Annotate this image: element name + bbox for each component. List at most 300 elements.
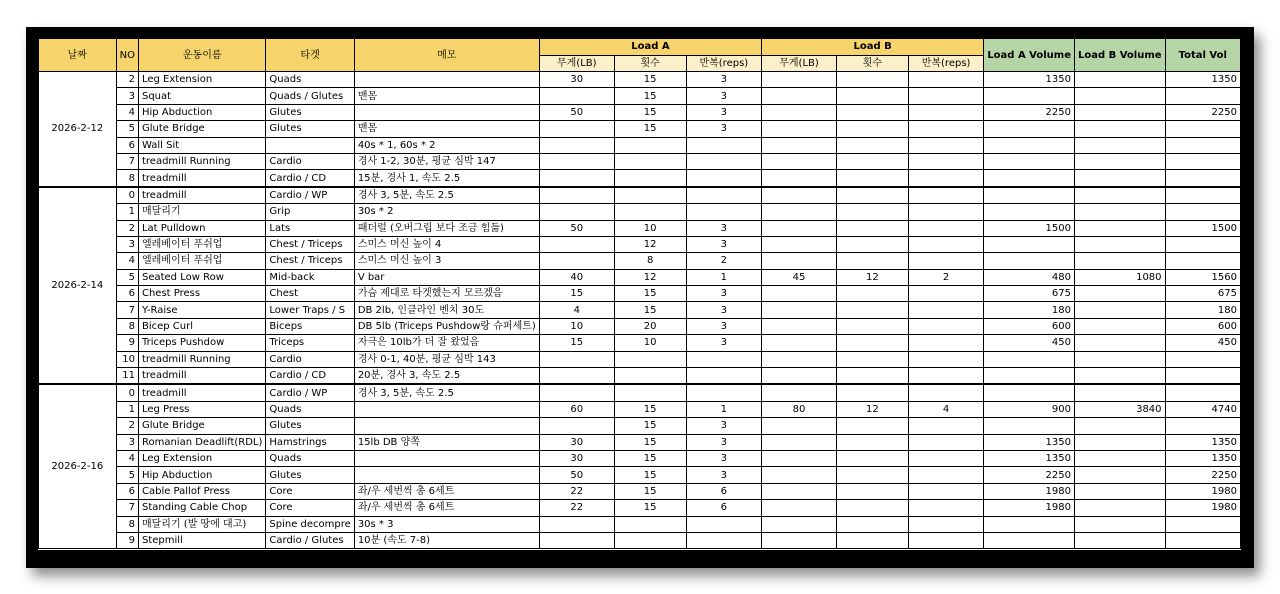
cell-load-b-weight[interactable] [762,220,837,236]
cell-no[interactable]: 8 [116,318,138,334]
header-load-a-reps[interactable]: 반복(reps) [686,55,761,72]
cell-no[interactable]: 6 [116,286,138,302]
cell-load-a-weight[interactable] [539,187,614,204]
cell-load-a-volume[interactable] [984,170,1075,187]
header-date[interactable]: 날짜 [39,39,117,72]
cell-load-b-weight[interactable] [762,434,837,450]
cell-load-b-volume[interactable] [1074,104,1165,120]
cell-load-b-sets[interactable] [836,384,908,401]
cell-no[interactable]: 0 [116,187,138,204]
cell-load-b-volume[interactable] [1074,434,1165,450]
cell-exercise[interactable]: Glute Bridge [138,418,265,434]
cell-load-a-sets[interactable] [614,153,686,169]
cell-total-vol[interactable]: 1560 [1165,269,1240,285]
cell-load-b-sets[interactable] [836,434,908,450]
cell-load-b-sets[interactable] [836,418,908,434]
cell-memo[interactable]: 자극은 10lb가 더 잘 왔었음 [354,335,539,351]
cell-exercise[interactable]: 매달리기 [138,204,265,220]
cell-load-a-sets[interactable]: 12 [614,236,686,252]
cell-load-a-volume[interactable] [984,253,1075,269]
cell-load-a-sets[interactable] [614,187,686,204]
cell-no[interactable]: 9 [116,532,138,548]
cell-load-a-weight[interactable] [539,121,614,137]
cell-load-a-sets[interactable]: 15 [614,72,686,88]
cell-exercise[interactable]: Chest Press [138,286,265,302]
cell-load-a-reps[interactable]: 3 [686,335,761,351]
cell-load-b-sets[interactable] [836,335,908,351]
cell-load-b-sets[interactable] [836,137,908,153]
cell-load-a-volume[interactable] [984,368,1075,385]
cell-load-b-weight[interactable] [762,384,837,401]
cell-date[interactable]: 2026-2-14 [39,187,117,385]
cell-load-a-weight[interactable]: 50 [539,220,614,236]
cell-total-vol[interactable]: 2250 [1165,104,1240,120]
cell-load-a-weight[interactable] [539,516,614,532]
cell-load-a-weight[interactable] [539,236,614,252]
cell-load-b-reps[interactable] [908,88,983,104]
cell-no[interactable]: 4 [116,253,138,269]
cell-load-a-volume[interactable]: 1350 [984,450,1075,466]
cell-total-vol[interactable] [1165,384,1240,401]
cell-load-b-volume[interactable] [1074,516,1165,532]
cell-load-b-sets[interactable] [836,72,908,88]
cell-memo[interactable] [354,72,539,88]
cell-load-a-weight[interactable] [539,532,614,548]
cell-target[interactable]: Lats [266,220,354,236]
cell-no[interactable]: 6 [116,483,138,499]
cell-load-b-reps[interactable] [908,532,983,548]
header-load-a[interactable]: Load A [539,39,761,56]
cell-load-a-sets[interactable] [614,170,686,187]
cell-load-b-volume[interactable] [1074,236,1165,252]
cell-total-vol[interactable] [1165,204,1240,220]
cell-load-a-reps[interactable]: 3 [686,286,761,302]
cell-load-a-weight[interactable] [539,351,614,367]
cell-load-a-weight[interactable]: 22 [539,500,614,516]
cell-load-b-volume[interactable] [1074,384,1165,401]
cell-load-b-reps[interactable] [908,368,983,385]
cell-load-b-volume[interactable] [1074,170,1165,187]
cell-target[interactable]: Quads [266,401,354,417]
cell-load-a-volume[interactable] [984,204,1075,220]
cell-load-b-weight[interactable] [762,368,837,385]
cell-load-a-volume[interactable] [984,121,1075,137]
cell-memo[interactable]: 맨몸 [354,88,539,104]
cell-load-b-reps[interactable] [908,204,983,220]
cell-load-b-reps[interactable] [908,434,983,450]
cell-target[interactable]: Cardio / CD [266,368,354,385]
cell-load-a-weight[interactable]: 22 [539,483,614,499]
cell-memo[interactable]: 경사 3, 5분, 속도 2.5 [354,187,539,204]
cell-exercise[interactable]: Bicep Curl [138,318,265,334]
cell-load-b-sets[interactable] [836,450,908,466]
cell-load-b-reps[interactable] [908,500,983,516]
cell-load-b-reps[interactable] [908,351,983,367]
cell-date[interactable]: 2026-2-12 [39,72,117,187]
cell-no[interactable]: 11 [116,368,138,385]
cell-load-b-volume[interactable] [1074,121,1165,137]
cell-load-a-volume[interactable] [984,137,1075,153]
cell-load-b-volume[interactable]: 1080 [1074,269,1165,285]
cell-memo[interactable]: 10분 (속도 7-8) [354,532,539,548]
cell-total-vol[interactable] [1165,418,1240,434]
cell-load-b-volume[interactable] [1074,187,1165,204]
cell-load-b-volume[interactable] [1074,88,1165,104]
cell-load-b-reps[interactable] [908,170,983,187]
header-memo[interactable]: 메모 [354,39,539,72]
cell-exercise[interactable]: treadmill [138,384,265,401]
cell-load-b-volume[interactable] [1074,318,1165,334]
cell-target[interactable]: Glutes [266,467,354,483]
cell-load-b-volume[interactable] [1074,153,1165,169]
cell-load-b-volume[interactable] [1074,220,1165,236]
cell-load-a-sets[interactable]: 15 [614,450,686,466]
cell-target[interactable] [266,137,354,153]
cell-load-a-sets[interactable]: 10 [614,335,686,351]
cell-load-b-sets[interactable] [836,483,908,499]
cell-memo[interactable]: V bar [354,269,539,285]
header-total-vol[interactable]: Total Vol [1165,39,1240,72]
cell-load-a-volume[interactable] [984,236,1075,252]
cell-target[interactable]: Glutes [266,418,354,434]
cell-load-a-volume[interactable] [984,187,1075,204]
cell-load-a-reps[interactable] [686,170,761,187]
cell-load-a-reps[interactable] [686,137,761,153]
cell-load-b-sets[interactable] [836,318,908,334]
cell-load-a-volume[interactable] [984,516,1075,532]
cell-load-a-volume[interactable]: 180 [984,302,1075,318]
cell-load-a-volume[interactable]: 675 [984,286,1075,302]
cell-load-b-reps[interactable] [908,467,983,483]
cell-load-b-weight[interactable] [762,351,837,367]
cell-load-b-reps[interactable] [908,121,983,137]
cell-load-b-weight[interactable] [762,318,837,334]
cell-exercise[interactable]: treadmill Running [138,153,265,169]
cell-target[interactable]: Spine decompre [266,516,354,532]
cell-load-a-weight[interactable] [539,170,614,187]
cell-load-a-sets[interactable] [614,532,686,548]
cell-load-b-weight[interactable] [762,302,837,318]
cell-load-a-reps[interactable] [686,204,761,220]
cell-no[interactable]: 2 [116,220,138,236]
cell-load-a-reps[interactable] [686,187,761,204]
cell-load-a-sets[interactable] [614,137,686,153]
cell-target[interactable]: Chest [266,286,354,302]
cell-load-b-volume[interactable] [1074,450,1165,466]
cell-memo[interactable]: 15분, 경사 1, 속도 2.5 [354,170,539,187]
cell-target[interactable]: Triceps [266,335,354,351]
cell-load-a-volume[interactable]: 1500 [984,220,1075,236]
cell-load-b-sets[interactable]: 12 [836,401,908,417]
cell-exercise[interactable]: Wall Sit [138,137,265,153]
cell-memo[interactable]: 경사 3, 5분, 속도 2.5 [354,384,539,401]
cell-load-a-sets[interactable] [614,351,686,367]
cell-load-b-volume[interactable] [1074,532,1165,548]
cell-exercise[interactable]: Leg Extension [138,450,265,466]
cell-load-a-reps[interactable] [686,351,761,367]
cell-no[interactable]: 3 [116,434,138,450]
cell-load-a-reps[interactable]: 3 [686,318,761,334]
cell-load-a-volume[interactable]: 450 [984,335,1075,351]
cell-load-b-sets[interactable] [836,302,908,318]
cell-total-vol[interactable] [1165,153,1240,169]
cell-load-b-reps[interactable] [908,384,983,401]
cell-target[interactable]: Cardio [266,351,354,367]
cell-load-a-sets[interactable]: 15 [614,401,686,417]
cell-load-b-reps[interactable] [908,236,983,252]
header-load-b-volume[interactable]: Load B Volume [1074,39,1165,72]
cell-memo[interactable]: 좌/우 세번씩 총 6세트 [354,483,539,499]
cell-load-a-reps[interactable]: 3 [686,88,761,104]
cell-load-b-sets[interactable] [836,104,908,120]
cell-load-a-weight[interactable] [539,418,614,434]
cell-total-vol[interactable]: 1980 [1165,483,1240,499]
cell-load-b-weight[interactable] [762,532,837,548]
cell-load-a-weight[interactable] [539,88,614,104]
cell-exercise[interactable]: Y-Raise [138,302,265,318]
cell-exercise[interactable]: Squat [138,88,265,104]
cell-no[interactable]: 5 [116,467,138,483]
cell-load-b-volume[interactable] [1074,483,1165,499]
cell-exercise[interactable]: Hip Abduction [138,467,265,483]
cell-load-a-weight[interactable]: 60 [539,401,614,417]
cell-load-a-reps[interactable]: 3 [686,104,761,120]
cell-total-vol[interactable]: 4740 [1165,401,1240,417]
cell-load-a-reps[interactable] [686,384,761,401]
cell-load-b-sets[interactable] [836,236,908,252]
cell-load-a-volume[interactable] [984,88,1075,104]
cell-total-vol[interactable]: 1980 [1165,500,1240,516]
cell-target[interactable]: Mid-back [266,269,354,285]
cell-total-vol[interactable] [1165,121,1240,137]
cell-load-b-weight[interactable] [762,253,837,269]
cell-load-a-weight[interactable]: 50 [539,467,614,483]
cell-load-a-weight[interactable] [539,137,614,153]
cell-load-b-volume[interactable] [1074,351,1165,367]
cell-exercise[interactable]: Romanian Deadlift(RDL) [138,434,265,450]
cell-memo[interactable]: 가슴 제대로 타겟했는지 모르겠음 [354,286,539,302]
cell-load-a-reps[interactable]: 6 [686,500,761,516]
cell-total-vol[interactable] [1165,516,1240,532]
cell-target[interactable]: Quads [266,72,354,88]
cell-memo[interactable] [354,401,539,417]
cell-load-a-volume[interactable] [984,532,1075,548]
cell-load-a-reps[interactable]: 3 [686,302,761,318]
cell-load-b-sets[interactable] [836,500,908,516]
cell-total-vol[interactable]: 675 [1165,286,1240,302]
cell-load-b-weight[interactable] [762,483,837,499]
cell-load-a-volume[interactable]: 2250 [984,467,1075,483]
cell-total-vol[interactable]: 1350 [1165,72,1240,88]
cell-load-a-sets[interactable]: 12 [614,269,686,285]
cell-exercise[interactable]: 매달리기 (발 땅에 대고) [138,516,265,532]
cell-exercise[interactable]: Leg Extension [138,72,265,88]
cell-load-a-volume[interactable]: 600 [984,318,1075,334]
cell-load-a-reps[interactable] [686,532,761,548]
cell-load-b-reps[interactable] [908,418,983,434]
cell-no[interactable]: 1 [116,401,138,417]
cell-load-b-weight[interactable] [762,450,837,466]
cell-load-a-reps[interactable] [686,368,761,385]
cell-load-b-reps[interactable] [908,450,983,466]
cell-no[interactable]: 0 [116,384,138,401]
cell-memo[interactable]: 스미스 머신 높이 4 [354,236,539,252]
cell-load-b-volume[interactable] [1074,368,1165,385]
cell-load-b-sets[interactable] [836,253,908,269]
cell-load-b-volume[interactable] [1074,253,1165,269]
header-target[interactable]: 타겟 [266,39,354,72]
cell-load-b-weight[interactable] [762,418,837,434]
cell-load-b-reps[interactable] [908,104,983,120]
cell-no[interactable]: 7 [116,302,138,318]
cell-target[interactable]: Hamstrings [266,434,354,450]
cell-load-b-reps[interactable]: 4 [908,401,983,417]
cell-load-a-volume[interactable]: 1980 [984,483,1075,499]
cell-exercise[interactable]: treadmill [138,187,265,204]
cell-target[interactable]: Cardio [266,153,354,169]
cell-exercise[interactable]: Hip Abduction [138,104,265,120]
cell-no[interactable]: 9 [116,335,138,351]
cell-load-a-weight[interactable] [539,384,614,401]
cell-load-a-volume[interactable]: 2250 [984,104,1075,120]
cell-load-b-weight[interactable]: 80 [762,401,837,417]
cell-load-b-weight[interactable] [762,236,837,252]
cell-load-a-reps[interactable]: 6 [686,483,761,499]
cell-load-b-sets[interactable] [836,88,908,104]
cell-load-a-volume[interactable]: 480 [984,269,1075,285]
cell-memo[interactable]: 30s * 2 [354,204,539,220]
cell-load-a-reps[interactable]: 3 [686,220,761,236]
cell-target[interactable]: Lower Traps / S [266,302,354,318]
cell-total-vol[interactable]: 180 [1165,302,1240,318]
cell-load-a-volume[interactable] [984,153,1075,169]
cell-load-a-volume[interactable] [984,384,1075,401]
cell-exercise[interactable]: Triceps Pushdow [138,335,265,351]
cell-load-a-weight[interactable]: 50 [539,104,614,120]
cell-load-b-sets[interactable] [836,516,908,532]
cell-target[interactable]: Quads [266,450,354,466]
cell-total-vol[interactable] [1165,253,1240,269]
cell-memo[interactable]: 맨몸 [354,121,539,137]
cell-load-a-reps[interactable]: 2 [686,253,761,269]
cell-memo[interactable]: 경사 0-1, 40분, 평균 심박 143 [354,351,539,367]
cell-load-b-sets[interactable]: 12 [836,269,908,285]
cell-load-a-volume[interactable]: 900 [984,401,1075,417]
cell-load-b-volume[interactable] [1074,500,1165,516]
cell-load-a-weight[interactable]: 4 [539,302,614,318]
cell-load-a-reps[interactable]: 3 [686,450,761,466]
cell-no[interactable]: 5 [116,269,138,285]
cell-load-b-weight[interactable] [762,516,837,532]
cell-load-a-volume[interactable] [984,351,1075,367]
cell-load-b-sets[interactable] [836,121,908,137]
cell-load-a-volume[interactable]: 1350 [984,434,1075,450]
cell-exercise[interactable]: 엘레베이터 푸쉬업 [138,236,265,252]
cell-no[interactable]: 5 [116,121,138,137]
cell-load-a-sets[interactable]: 15 [614,121,686,137]
cell-load-b-reps[interactable] [908,483,983,499]
cell-total-vol[interactable]: 1350 [1165,434,1240,450]
cell-load-b-volume[interactable] [1074,286,1165,302]
cell-total-vol[interactable]: 450 [1165,335,1240,351]
cell-load-a-sets[interactable]: 15 [614,88,686,104]
cell-load-b-volume[interactable] [1074,72,1165,88]
cell-load-a-weight[interactable]: 40 [539,269,614,285]
cell-load-b-volume[interactable] [1074,302,1165,318]
cell-no[interactable]: 8 [116,516,138,532]
cell-total-vol[interactable] [1165,532,1240,548]
cell-load-a-reps[interactable]: 3 [686,121,761,137]
cell-target[interactable]: Core [266,483,354,499]
cell-no[interactable]: 7 [116,500,138,516]
cell-target[interactable]: Core [266,500,354,516]
cell-load-b-sets[interactable] [836,351,908,367]
cell-load-a-volume[interactable] [984,418,1075,434]
cell-load-a-weight[interactable] [539,253,614,269]
cell-load-b-sets[interactable] [836,187,908,204]
cell-load-a-volume[interactable]: 1980 [984,500,1075,516]
cell-load-a-reps[interactable]: 3 [686,418,761,434]
header-load-b[interactable]: Load B [762,39,984,56]
cell-load-a-weight[interactable]: 30 [539,434,614,450]
cell-load-a-weight[interactable]: 15 [539,335,614,351]
cell-memo[interactable]: 좌/우 세번씩 총 6세트 [354,500,539,516]
cell-memo[interactable]: DB 2lb, 인클라인 벤치 30도 [354,302,539,318]
cell-load-b-volume[interactable] [1074,418,1165,434]
cell-no[interactable]: 2 [116,418,138,434]
cell-load-a-weight[interactable]: 30 [539,450,614,466]
cell-load-a-sets[interactable] [614,368,686,385]
cell-total-vol[interactable] [1165,368,1240,385]
cell-exercise[interactable]: Cable Pallof Press [138,483,265,499]
cell-load-b-weight[interactable] [762,72,837,88]
cell-load-b-reps[interactable] [908,286,983,302]
cell-load-b-volume[interactable]: 3840 [1074,401,1165,417]
cell-memo[interactable]: 15lb DB 양쪽 [354,434,539,450]
cell-load-a-sets[interactable]: 15 [614,104,686,120]
cell-target[interactable]: Cardio / WP [266,384,354,401]
cell-load-a-reps[interactable]: 1 [686,269,761,285]
cell-target[interactable]: Cardio / CD [266,170,354,187]
cell-total-vol[interactable] [1165,187,1240,204]
header-load-a-sets[interactable]: 횟수 [614,55,686,72]
cell-load-b-weight[interactable] [762,153,837,169]
cell-total-vol[interactable]: 2250 [1165,467,1240,483]
cell-load-b-reps[interactable] [908,516,983,532]
cell-no[interactable]: 2 [116,72,138,88]
cell-load-b-sets[interactable] [836,204,908,220]
header-load-a-weight[interactable]: 무게(LB) [539,55,614,72]
cell-load-b-weight[interactable] [762,121,837,137]
cell-load-a-sets[interactable]: 15 [614,302,686,318]
cell-no[interactable]: 1 [116,204,138,220]
cell-target[interactable]: Glutes [266,104,354,120]
cell-exercise[interactable]: Leg Press [138,401,265,417]
cell-load-b-weight[interactable] [762,137,837,153]
cell-load-b-weight[interactable] [762,467,837,483]
cell-target[interactable]: Chest / Triceps [266,253,354,269]
cell-target[interactable]: Quads / Glutes [266,88,354,104]
cell-load-b-reps[interactable] [908,318,983,334]
cell-load-a-sets[interactable]: 15 [614,286,686,302]
cell-load-b-weight[interactable] [762,204,837,220]
cell-exercise[interactable]: Seated Low Row [138,269,265,285]
cell-load-b-sets[interactable] [836,532,908,548]
cell-load-b-sets[interactable] [836,368,908,385]
cell-load-a-volume[interactable]: 1350 [984,72,1075,88]
cell-load-b-volume[interactable] [1074,467,1165,483]
header-load-b-weight[interactable]: 무게(LB) [762,55,837,72]
